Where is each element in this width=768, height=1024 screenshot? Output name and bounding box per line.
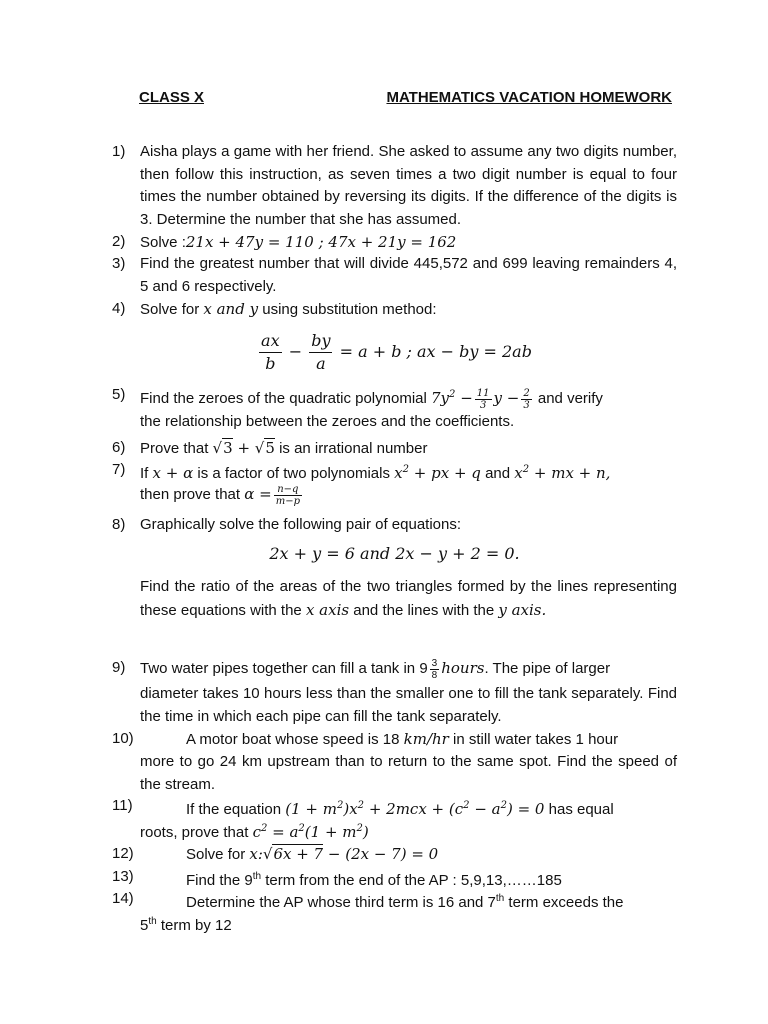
term: )x: [343, 800, 358, 818]
text-segment: and verify: [537, 390, 603, 407]
operator: −: [288, 342, 303, 361]
question-text: [140, 231, 677, 255]
text-segment: using substitution method:: [262, 301, 437, 318]
numerator: 11: [476, 387, 490, 399]
radicand: 5: [265, 439, 275, 457]
text-segment: . The pipe of larger: [484, 660, 611, 677]
question-text: Find the greatest number that will divide 445,572 and 699 leaving remainders 4, 5 and 6 respectively.: [140, 255, 677, 295]
exponent: 2: [356, 823, 363, 834]
term: 7y: [431, 389, 450, 407]
denominator: 3: [523, 399, 530, 411]
question-text: [140, 818, 677, 845]
text-segment: term from the end of the AP : 5,9,13,……185: [265, 872, 562, 889]
text-segment: A motor boat whose speed is 18: [186, 731, 400, 748]
fraction: [309, 330, 332, 375]
term: + 2mcx + (c: [368, 800, 464, 818]
polynomial: [431, 387, 534, 411]
x-axis-term: x axis: [305, 600, 350, 619]
term: y −: [493, 389, 520, 407]
fraction: [274, 484, 302, 507]
operator: +: [237, 439, 251, 457]
question-text: [140, 384, 677, 411]
fraction: [475, 388, 492, 411]
operator: −: [460, 389, 473, 407]
superscript: th: [252, 871, 262, 882]
question-text: [140, 483, 677, 507]
class-label: CLASS X: [139, 89, 205, 106]
superscript: th: [148, 916, 157, 927]
text-segment: Two water pipes together can fill a tank in 9: [140, 660, 428, 677]
question-number: 9): [112, 659, 126, 676]
radical-sign: √: [262, 845, 273, 863]
text-segment: Solve for: [186, 846, 246, 863]
text-segment: Find the ratio of the areas of the two triangles formed by the lines representing these equations with the: [140, 578, 677, 619]
question-text: [186, 728, 677, 752]
question-text: [140, 576, 677, 622]
radical-sign: √: [212, 439, 223, 457]
question-text: [140, 657, 677, 681]
text-segment: in still water takes 1 hour: [453, 731, 619, 748]
text-segment: then prove that: [140, 486, 241, 503]
question-text: Graphically solve the following pair of equations:: [140, 516, 462, 533]
exponent: 2: [260, 823, 268, 834]
term: x: [514, 464, 523, 482]
radical-equation: [263, 844, 438, 863]
question-text: [140, 437, 677, 461]
polynomial-2: [514, 464, 610, 482]
speed-unit: km/hr: [403, 730, 449, 748]
exponent: 2: [463, 800, 470, 811]
denominator: m−p: [275, 495, 300, 507]
question-text: the relationship between the zeroes and the coefficients.: [140, 413, 515, 430]
exponent: 2: [449, 389, 456, 400]
radical-expression: [213, 438, 275, 457]
question-number: 8): [112, 516, 126, 533]
numerator: ax: [259, 330, 282, 353]
question-number: 7): [112, 461, 126, 478]
question-number: 11): [112, 797, 133, 814]
equation-display-q4: [112, 330, 677, 375]
numerator: 3: [431, 657, 438, 669]
question-number: 13): [112, 868, 134, 885]
exponent: 2: [522, 464, 530, 475]
exponent: 2: [336, 800, 344, 811]
factor-expression: x + α: [152, 464, 194, 482]
question-number: 6): [112, 439, 126, 456]
question-number: 12): [112, 845, 134, 862]
identity: [253, 823, 369, 841]
fraction: [430, 658, 440, 681]
radicand: 6x + 7: [273, 845, 324, 863]
hours-unit: hours: [441, 659, 485, 677]
exponent: 2: [402, 464, 409, 475]
math-variables: x and y: [203, 300, 259, 318]
text-segment: and: [485, 465, 511, 482]
text-segment: If the equation: [186, 801, 282, 818]
question-number: 14): [112, 890, 134, 907]
text-segment: Prove that: [140, 440, 209, 457]
term: + mx + n,: [533, 464, 611, 482]
text-segment: 5: [140, 917, 149, 934]
polynomial-1: [394, 464, 481, 482]
radical-sign: √: [254, 439, 265, 457]
fraction: [521, 388, 531, 411]
text-segment: is a factor of two polynomials: [197, 465, 390, 482]
text-segment: has equal: [548, 801, 614, 818]
term: ) = 0: [506, 800, 545, 818]
radicand: 3: [223, 439, 233, 457]
question-number: 5): [112, 386, 126, 403]
page-title: MATHEMATICS VACATION HOMEWORK: [386, 89, 672, 106]
equation-pair: 21x + 47y = 110 ; 47x + 21y = 162: [185, 233, 457, 251]
term: ): [362, 823, 369, 841]
denominator: 8: [431, 669, 438, 681]
question-text: [140, 298, 677, 322]
text-segment: term exceeds the: [508, 894, 624, 911]
equation-display-q8: 2x + y = 6 and 2x − y + 2 = 0.: [269, 544, 520, 563]
header: [139, 89, 672, 111]
question-number: 4): [112, 300, 126, 317]
question-number: 2): [112, 233, 126, 250]
superscript: th: [495, 893, 505, 904]
y-axis-term: y axis.: [498, 600, 547, 619]
variable: x:: [249, 845, 263, 863]
exponent: 2: [500, 800, 507, 811]
fraction: [259, 330, 282, 375]
text-segment: Find the zeroes of the quadratic polynomial: [140, 390, 427, 407]
solve-prefix: Solve :: [140, 234, 186, 251]
question-number: 1): [112, 143, 126, 160]
question-text: [140, 459, 677, 486]
question-text: [186, 843, 677, 867]
text-segment: Solve for: [140, 301, 200, 318]
text-segment: roots, prove that: [140, 824, 249, 841]
term: (1 + m: [304, 823, 357, 841]
question-number: 3): [112, 255, 126, 272]
quadratic-equation: [285, 800, 544, 818]
numerator: 2: [523, 387, 530, 399]
numerator: n−q: [274, 484, 302, 496]
term: + px + q: [413, 464, 481, 482]
text-segment: If: [140, 465, 149, 482]
exponent: 2: [357, 800, 365, 811]
equation-rest: = a + b ; ax − by = 2ab: [339, 342, 532, 361]
denominator: b: [265, 354, 276, 373]
alpha-equation: α =: [244, 485, 272, 503]
question-text: Aisha plays a game with her friend. She asked to assume any two digits number, then follow this instruction, as seven times a two digit number is equal to four times the number obtained by reversing its digits. If the difference of the digits is 3. Determine the number that she has assumed.: [140, 143, 677, 228]
text-segment: Find the 9: [186, 872, 253, 889]
term: − (2x − 7) = 0: [327, 845, 439, 863]
denominator: 3: [479, 399, 487, 411]
term: (1 + m: [285, 800, 337, 818]
denominator: a: [316, 354, 326, 373]
question-text: [140, 911, 677, 938]
term: x: [394, 464, 403, 482]
text-segment: Determine the AP whose third term is 16 and 7: [186, 894, 496, 911]
term: c: [252, 823, 261, 841]
term: = a: [272, 823, 299, 841]
text-segment: term by 12: [160, 917, 232, 934]
exponent: 2: [298, 823, 305, 834]
text-segment: is an irrational number: [279, 440, 428, 457]
term: − a: [474, 800, 501, 818]
question-text: more to go 24 km upstream than to return to the same spot. Find the speed of the stream.: [140, 753, 677, 793]
text-segment: and the lines with the: [353, 601, 495, 619]
question-text: diameter takes 10 hours less than the smaller one to fill the tank separately. Find the time in which each pipe can fill the tank separately.: [140, 685, 677, 725]
numerator: by: [309, 330, 332, 353]
question-number: 10): [112, 730, 134, 747]
